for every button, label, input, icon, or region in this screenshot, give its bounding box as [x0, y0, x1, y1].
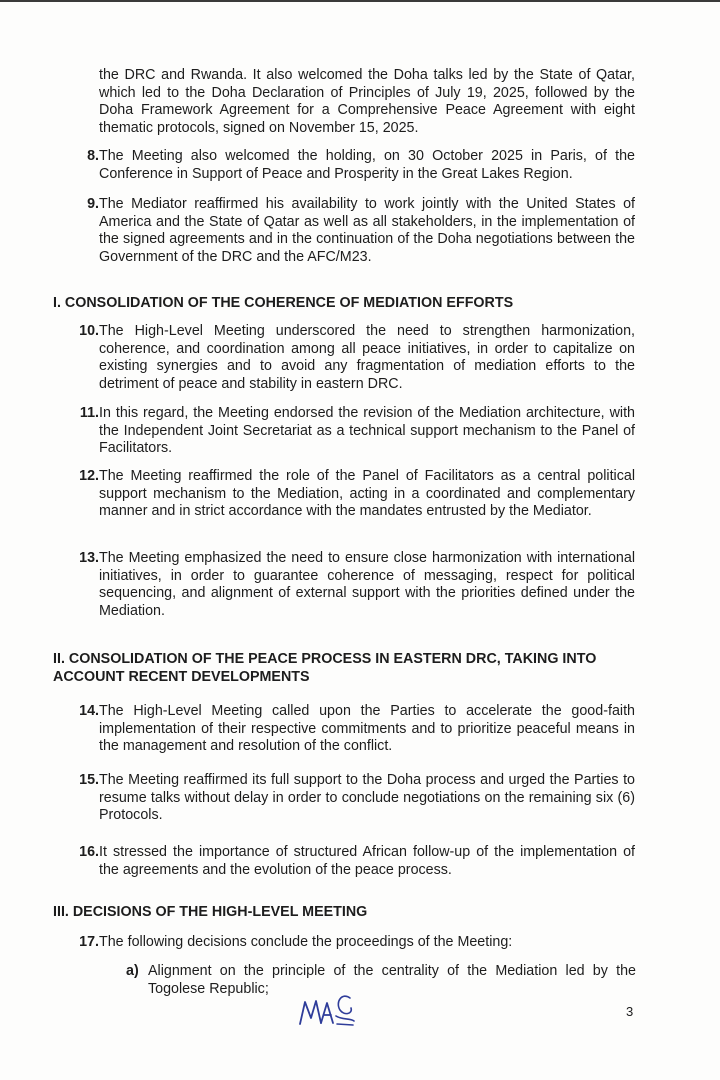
paragraph-text: The Meeting also welcomed the holding, on 30 October 2025 in Paris, of the Conference in Support of Peace and Prosperity in the Great Lakes Region. [99, 148, 635, 182]
handwritten-initials-signature [296, 990, 360, 1030]
paragraph-text: It stressed the importance of structured African follow-up of the implementation of the agreements and the evolution of the peace process. [99, 844, 635, 878]
continuation-paragraph: the DRC and Rwanda. It also welcomed the Doha talks led by the State of Qatar, which led to the Doha Declaration of Principles of July 19, 2025, followed by the Doha Framework Agreement for a Comprehensive Peace Agreement with eight thematic protocols, signed on November 15, 2025. [99, 67, 635, 136]
section-2-heading: II. CONSOLIDATION OF THE PEACE PROCESS IN EASTERN DRC, TAKING INTO ACCOUNT RECENT DEVELOPMENTS [53, 651, 597, 685]
paragraph-16 [75, 844, 635, 879]
page-number: 3 [626, 1004, 634, 1019]
paragraph-number: 17. [79, 934, 99, 950]
paragraph-number: 10. [79, 323, 99, 339]
section-3-heading: III. DECISIONS OF THE HIGH-LEVEL MEETING [53, 904, 368, 920]
paragraph-number: 12. [79, 468, 99, 484]
paragraph-9 [75, 196, 635, 266]
paragraph-number: 9. [87, 196, 99, 212]
paragraph-11 [75, 405, 635, 458]
paragraph-14 [75, 703, 635, 756]
paragraph-12 [75, 468, 635, 521]
paragraph-text: The Meeting reaffirmed its full support to the Doha process and urged the Parties to resume talks without delay in order to conclude negotiations on the remaining six (6) Protocols. [99, 772, 635, 824]
paragraph-number: 15. [79, 772, 99, 788]
paragraph-text: The Meeting reaffirmed the role of the Panel of Facilitators as a central political support mechanism to the Mediation, acting in a coordinated and complementary manner and in strict accordance with the mandates entrusted by the Mediator. [99, 468, 635, 520]
paragraph-text: The following decisions conclude the proceedings of the Meeting: [99, 934, 513, 950]
paragraph-text: The Meeting emphasized the need to ensure close harmonization with international initiatives, in order to guarantee coherence of messaging, respect for political sequencing, and alignment of external support with the priorities defined under the Mediation. [99, 550, 635, 619]
paragraph-text: The High-Level Meeting called upon the Parties to accelerate the good-faith implementation of their respective commitments and to prioritize peaceful means in the management and resolution of the conflict. [99, 703, 635, 755]
paragraph-15 [75, 772, 635, 825]
paragraph-13 [75, 550, 635, 620]
page-top-edge [0, 0, 720, 2]
paragraph-number: 16. [79, 844, 99, 860]
paragraph-17 [75, 934, 635, 952]
section-1-heading: I. CONSOLIDATION OF THE COHERENCE OF MEDIATION EFFORTS [53, 295, 514, 311]
paragraph-number: 14. [79, 703, 99, 719]
paragraph-number: 8. [87, 148, 99, 164]
paragraph-text: The Mediator reaffirmed his availability to work jointly with the United States of America and the State of Qatar as well as all stakeholders, in the implementation of the signed agreements and in the continuation of the Doha negotiations between the Government of the DRC and the AFC/M23. [99, 196, 635, 265]
paragraph-text: In this regard, the Meeting endorsed the revision of the Mediation architecture, with the Independent Joint Secretariat as a technical support mechanism to the Panel of Facilitators. [99, 405, 635, 457]
paragraph-number: 11. [79, 405, 99, 421]
paragraph-8 [75, 148, 635, 183]
paragraph-text: The High-Level Meeting underscored the need to strengthen harmonization, coherence, and coordination among all peace initiatives, in order to capitalize on existing synergies and to avoid any fragmentation of mediation efforts to the detriment of peace and stability in eastern DRC. [99, 323, 635, 392]
paragraph-number: 13. [79, 550, 99, 566]
paragraph-10 [75, 323, 635, 393]
decision-a [126, 963, 636, 998]
decision-text: Alignment on the principle of the centrality of the Mediation led by the Togolese Republic; [148, 963, 636, 997]
decision-letter: a) [126, 963, 139, 979]
